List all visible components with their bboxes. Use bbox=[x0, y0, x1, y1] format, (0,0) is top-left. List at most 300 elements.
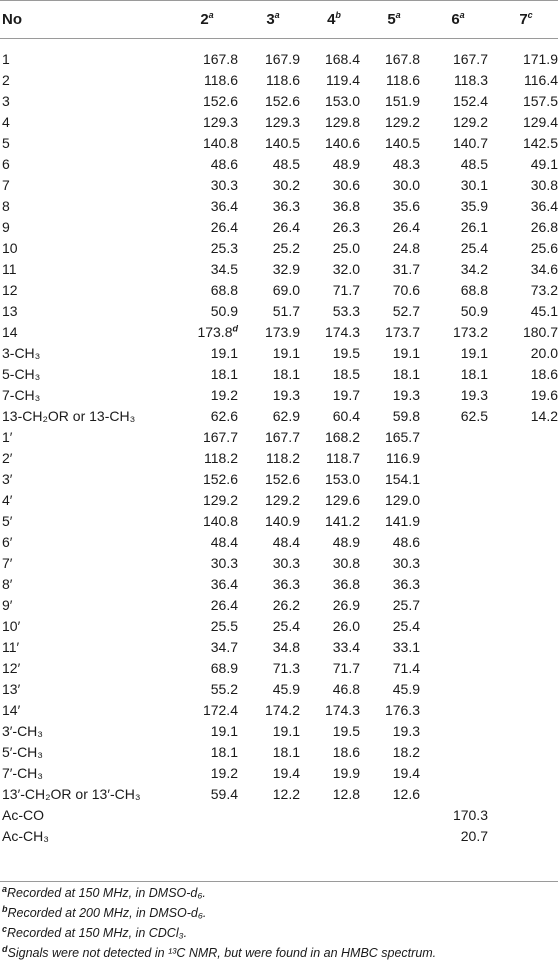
position-label: 5′ bbox=[2, 512, 13, 529]
table-row bbox=[0, 741, 558, 762]
shift-value: 168.4 bbox=[324, 50, 360, 67]
shift-value: 30.8 bbox=[332, 554, 360, 571]
shift-value: 25.5 bbox=[210, 617, 238, 634]
shift-value: 34.2 bbox=[460, 260, 488, 277]
shift-value bbox=[492, 510, 558, 531]
shift-value: 173.9 bbox=[264, 323, 300, 340]
shift-value bbox=[424, 426, 492, 447]
table-row bbox=[0, 237, 558, 258]
footnote-b: $^b$Recorded at 200 MHz, in DMSO-d₆. bbox=[2, 903, 207, 920]
shift-value: 129.2 bbox=[452, 113, 488, 130]
shift-value: 71.7 bbox=[332, 281, 360, 298]
shift-value: 19.6 bbox=[530, 386, 558, 403]
position-label: 7′-CH₃ bbox=[2, 764, 43, 781]
table-row bbox=[0, 216, 558, 237]
table-row bbox=[0, 804, 558, 825]
shift-value: 35.6 bbox=[392, 197, 420, 214]
shift-value bbox=[424, 468, 492, 489]
shift-value: 151.9 bbox=[384, 92, 420, 109]
shift-value: 25.4 bbox=[460, 239, 488, 256]
shift-value: 50.9 bbox=[460, 302, 488, 319]
shift-value: 19.1 bbox=[272, 344, 300, 361]
shift-value: 19.2 bbox=[210, 386, 238, 403]
shift-value: 59.8 bbox=[392, 407, 420, 424]
position-label: 3-CH₃ bbox=[2, 344, 41, 361]
table-row bbox=[0, 699, 558, 720]
shift-value bbox=[304, 825, 364, 846]
shift-value: 18.1 bbox=[272, 365, 300, 382]
shift-value: 173.2 bbox=[452, 323, 488, 340]
shift-value bbox=[424, 531, 492, 552]
shift-value: 26.4 bbox=[392, 218, 420, 235]
shift-value: 33.4 bbox=[332, 638, 360, 655]
shift-value: 68.8 bbox=[210, 281, 238, 298]
shift-value bbox=[424, 615, 492, 636]
table-row bbox=[0, 762, 558, 783]
shift-value bbox=[304, 804, 364, 825]
shift-value: 34.6 bbox=[530, 260, 558, 277]
position-label: 12′ bbox=[2, 659, 21, 676]
footnote-a: $^a$Recorded at 150 MHz, in DMSO-d₆. bbox=[2, 883, 206, 900]
shift-value: 19.5 bbox=[332, 722, 360, 739]
shift-value bbox=[492, 531, 558, 552]
shift-value: 19.1 bbox=[210, 722, 238, 739]
position-label: 5′-CH₃ bbox=[2, 743, 43, 760]
shift-value: 118.7 bbox=[326, 449, 360, 466]
shift-value: 118.2 bbox=[204, 449, 238, 466]
shift-value: 18.1 bbox=[460, 365, 488, 382]
header-compound: 3$^a$ bbox=[266, 9, 280, 28]
shift-value: 59.4 bbox=[210, 785, 238, 802]
shift-value: 36.8 bbox=[332, 575, 360, 592]
shift-value bbox=[492, 699, 558, 720]
shift-value: 140.5 bbox=[264, 134, 300, 151]
position-label: 13-CH₂OR or 13-CH₃ bbox=[2, 407, 136, 424]
table-row bbox=[0, 174, 558, 195]
shift-value: 33.1 bbox=[392, 638, 420, 655]
shift-value: 25.7 bbox=[392, 596, 420, 613]
shift-value: 19.1 bbox=[392, 344, 420, 361]
shift-value: 62.6 bbox=[210, 407, 238, 424]
shift-value: 68.8 bbox=[460, 281, 488, 298]
position-label: 9 bbox=[2, 218, 10, 235]
position-label: 7 bbox=[2, 176, 10, 193]
shift-value: 73.2 bbox=[530, 281, 558, 298]
shift-value bbox=[424, 741, 492, 762]
position-label: 2 bbox=[2, 71, 10, 88]
table-row bbox=[0, 38, 558, 69]
shift-value: 129.2 bbox=[384, 113, 420, 130]
header-compound: 6$^a$ bbox=[451, 9, 465, 28]
shift-value: 68.9 bbox=[210, 659, 238, 676]
table-row bbox=[0, 615, 558, 636]
shift-value: 26.0 bbox=[332, 617, 360, 634]
shift-value: 18.1 bbox=[392, 365, 420, 382]
shift-value: 26.4 bbox=[210, 218, 238, 235]
shift-value: 52.7 bbox=[392, 302, 420, 319]
shift-value: 19.3 bbox=[460, 386, 488, 403]
shift-value: 167.8 bbox=[384, 50, 420, 67]
table-row bbox=[0, 510, 558, 531]
header-compound: 7$^c$ bbox=[519, 9, 533, 28]
position-label: 14′ bbox=[2, 701, 21, 718]
shift-value: 140.5 bbox=[384, 134, 420, 151]
position-label: 11 bbox=[2, 260, 17, 277]
shift-value: 62.9 bbox=[272, 407, 300, 424]
shift-value: 118.6 bbox=[386, 71, 420, 88]
shift-value: 35.9 bbox=[460, 197, 488, 214]
shift-value: 19.3 bbox=[392, 386, 420, 403]
header-compound: 5$^a$ bbox=[387, 9, 401, 28]
shift-value: 32.0 bbox=[332, 260, 360, 277]
shift-value: 19.5 bbox=[332, 344, 360, 361]
shift-value: 140.9 bbox=[264, 512, 300, 529]
shift-value: 19.3 bbox=[392, 722, 420, 739]
shift-value bbox=[424, 510, 492, 531]
position-label: 8′ bbox=[2, 575, 13, 592]
shift-value bbox=[492, 783, 558, 804]
shift-value: 26.8 bbox=[530, 218, 558, 235]
shift-value: 154.1 bbox=[384, 470, 420, 487]
shift-value bbox=[492, 468, 558, 489]
shift-value: 36.3 bbox=[272, 575, 300, 592]
shift-value: 25.6 bbox=[530, 239, 558, 256]
shift-value: 129.6 bbox=[324, 491, 360, 508]
table-row bbox=[0, 573, 558, 594]
shift-value bbox=[424, 489, 492, 510]
shift-value: 53.3 bbox=[332, 302, 360, 319]
shift-value: 173.8$^d$ bbox=[197, 322, 238, 340]
shift-value: 116.4 bbox=[524, 71, 558, 88]
shift-value bbox=[172, 825, 242, 846]
shift-value: 129.4 bbox=[522, 113, 558, 130]
table-row bbox=[0, 279, 558, 300]
table-row bbox=[0, 678, 558, 699]
footnote-c: $^c$Recorded at 150 MHz, in CDCl₃. bbox=[2, 923, 188, 940]
shift-value: 25.4 bbox=[272, 617, 300, 634]
shift-value: 174.2 bbox=[264, 701, 300, 718]
shift-value: 140.8 bbox=[202, 134, 238, 151]
table-row bbox=[0, 132, 558, 153]
position-label: 1′ bbox=[2, 428, 13, 445]
shift-value: 153.0 bbox=[324, 470, 360, 487]
shift-value: 45.1 bbox=[530, 302, 558, 319]
shift-value: 48.6 bbox=[210, 155, 238, 172]
shift-value bbox=[424, 783, 492, 804]
table-row bbox=[0, 258, 558, 279]
shift-value: 36.3 bbox=[272, 197, 300, 214]
shift-value: 12.8 bbox=[332, 785, 360, 802]
shift-value: 36.3 bbox=[392, 575, 420, 592]
position-label: 14 bbox=[2, 323, 18, 340]
shift-value bbox=[424, 594, 492, 615]
shift-value: 25.0 bbox=[332, 239, 360, 256]
shift-value: 30.3 bbox=[210, 176, 238, 193]
shift-value: 71.7 bbox=[332, 659, 360, 676]
shift-value bbox=[492, 825, 558, 846]
shift-value bbox=[424, 636, 492, 657]
position-label: 1 bbox=[2, 50, 10, 67]
shift-value: 26.3 bbox=[332, 218, 360, 235]
shift-value bbox=[424, 678, 492, 699]
shift-value: 55.2 bbox=[210, 680, 238, 697]
shift-value: 129.0 bbox=[384, 491, 420, 508]
table-row bbox=[0, 384, 558, 405]
shift-value: 30.2 bbox=[272, 176, 300, 193]
shift-value: 168.2 bbox=[324, 428, 360, 445]
shift-value: 48.5 bbox=[272, 155, 300, 172]
position-label: 8 bbox=[2, 197, 10, 214]
shift-value: 36.8 bbox=[332, 197, 360, 214]
position-label: 3′-CH₃ bbox=[2, 722, 43, 739]
shift-value: 19.9 bbox=[332, 764, 360, 781]
shift-value: 118.6 bbox=[266, 71, 300, 88]
table-row bbox=[0, 447, 558, 468]
table-row bbox=[0, 153, 558, 174]
shift-value: 167.9 bbox=[264, 50, 300, 67]
position-label: 5 bbox=[2, 134, 10, 151]
shift-value: 14.2 bbox=[530, 407, 558, 424]
position-label: 7-CH₃ bbox=[2, 386, 41, 403]
shift-value: 12.6 bbox=[392, 785, 420, 802]
table-row bbox=[0, 111, 558, 132]
footnote-d: $^d$Signals were not detected in ¹³C NMR, but were found in an HMBC spectrum. bbox=[2, 943, 437, 960]
shift-value: 118.6 bbox=[204, 71, 238, 88]
shift-value: 45.9 bbox=[272, 680, 300, 697]
shift-value bbox=[364, 804, 424, 825]
shift-value bbox=[492, 804, 558, 825]
shift-value bbox=[492, 741, 558, 762]
shift-value: 26.9 bbox=[332, 596, 360, 613]
shift-value: 30.6 bbox=[332, 176, 360, 193]
table-row bbox=[0, 825, 558, 846]
table-row bbox=[0, 195, 558, 216]
shift-value bbox=[492, 636, 558, 657]
shift-value: 48.6 bbox=[392, 533, 420, 550]
shift-value: 18.1 bbox=[210, 743, 238, 760]
shift-value: 48.4 bbox=[272, 533, 300, 550]
shift-value: 18.6 bbox=[530, 365, 558, 382]
shift-value: 19.7 bbox=[332, 386, 360, 403]
shift-value: 152.4 bbox=[452, 92, 488, 109]
shift-value: 48.3 bbox=[392, 155, 420, 172]
shift-value: 129.3 bbox=[202, 113, 238, 130]
shift-value: 48.9 bbox=[332, 155, 360, 172]
position-label: 7′ bbox=[2, 554, 13, 571]
shift-value: 170.3 bbox=[452, 806, 488, 823]
position-label: 9′ bbox=[2, 596, 13, 613]
position-label: Ac-CH₃ bbox=[2, 827, 49, 844]
shift-value: 31.7 bbox=[392, 260, 420, 277]
shift-value: 153.0 bbox=[324, 92, 360, 109]
shift-value: 167.8 bbox=[202, 50, 238, 67]
footnote-marker: d bbox=[232, 322, 238, 333]
shift-value: 50.9 bbox=[210, 302, 238, 319]
shift-value: 141.9 bbox=[384, 512, 420, 529]
position-label: 12 bbox=[2, 281, 18, 298]
shift-value bbox=[492, 573, 558, 594]
shift-value: 34.5 bbox=[210, 260, 238, 277]
shift-value: 24.8 bbox=[392, 239, 420, 256]
shift-value bbox=[492, 762, 558, 783]
shift-value: 49.1 bbox=[530, 155, 558, 172]
shift-value: 142.5 bbox=[522, 134, 558, 151]
shift-value: 140.8 bbox=[202, 512, 238, 529]
shift-value: 19.4 bbox=[272, 764, 300, 781]
shift-value bbox=[492, 447, 558, 468]
position-label: 4′ bbox=[2, 491, 13, 508]
shift-value: 30.1 bbox=[460, 176, 488, 193]
shift-value: 18.5 bbox=[332, 365, 360, 382]
shift-value: 116.9 bbox=[386, 449, 420, 466]
shift-value: 118.2 bbox=[266, 449, 300, 466]
table-row bbox=[0, 300, 558, 321]
shift-value: 62.5 bbox=[460, 407, 488, 424]
shift-value: 69.0 bbox=[272, 281, 300, 298]
shift-value: 26.4 bbox=[210, 596, 238, 613]
position-label: 6′ bbox=[2, 533, 13, 550]
shift-value: 174.3 bbox=[324, 323, 360, 340]
shift-value: 19.1 bbox=[210, 344, 238, 361]
shift-value: 20.0 bbox=[530, 344, 558, 361]
shift-value: 36.4 bbox=[530, 197, 558, 214]
position-label: 3 bbox=[2, 92, 10, 109]
position-label: 10 bbox=[2, 239, 18, 256]
shift-value: 45.9 bbox=[392, 680, 420, 697]
table-row bbox=[0, 342, 558, 363]
header-compound: 2$^a$ bbox=[200, 9, 214, 28]
table-body bbox=[0, 38, 558, 846]
shift-value bbox=[492, 594, 558, 615]
shift-value: 141.2 bbox=[324, 512, 360, 529]
shift-value: 174.3 bbox=[324, 701, 360, 718]
shift-value bbox=[492, 552, 558, 573]
shift-value: 18.1 bbox=[210, 365, 238, 382]
shift-value: 171.9 bbox=[522, 50, 558, 67]
position-label: 3′ bbox=[2, 470, 13, 487]
shift-value: 30.0 bbox=[392, 176, 420, 193]
table-row bbox=[0, 321, 558, 342]
shift-value: 71.3 bbox=[272, 659, 300, 676]
shift-value: 152.6 bbox=[202, 470, 238, 487]
shift-value: 36.4 bbox=[210, 197, 238, 214]
shift-value: 34.8 bbox=[272, 638, 300, 655]
shift-value: 19.1 bbox=[460, 344, 488, 361]
shift-value: 26.4 bbox=[272, 218, 300, 235]
shift-value: 152.6 bbox=[264, 470, 300, 487]
shift-value: 70.6 bbox=[392, 281, 420, 298]
shift-value: 26.2 bbox=[272, 596, 300, 613]
shift-value bbox=[424, 720, 492, 741]
shift-value: 180.7 bbox=[522, 323, 558, 340]
shift-value: 25.2 bbox=[272, 239, 300, 256]
shift-value: 129.8 bbox=[324, 113, 360, 130]
table-row bbox=[0, 783, 558, 804]
shift-value: 167.7 bbox=[202, 428, 238, 445]
shift-value: 30.3 bbox=[392, 554, 420, 571]
shift-value: 30.3 bbox=[272, 554, 300, 571]
shift-value: 119.4 bbox=[326, 71, 360, 88]
shift-value: 173.7 bbox=[384, 323, 420, 340]
shift-value bbox=[492, 678, 558, 699]
shift-value: 19.4 bbox=[392, 764, 420, 781]
table-row bbox=[0, 363, 558, 384]
position-label: 10′ bbox=[2, 617, 21, 634]
position-label: 13 bbox=[2, 302, 18, 319]
shift-value: 129.2 bbox=[202, 491, 238, 508]
shift-value: 48.4 bbox=[210, 533, 238, 550]
shift-value: 140.7 bbox=[452, 134, 488, 151]
bottom-rule bbox=[0, 881, 558, 882]
shift-value: 157.5 bbox=[522, 92, 558, 109]
shift-value: 167.7 bbox=[264, 428, 300, 445]
position-label: 6 bbox=[2, 155, 10, 172]
shift-value bbox=[242, 825, 304, 846]
table-row bbox=[0, 69, 558, 90]
position-label: 13′-CH₂OR or 13′-CH₃ bbox=[2, 785, 141, 802]
table-row bbox=[0, 90, 558, 111]
shift-value: 118.3 bbox=[454, 71, 488, 88]
shift-value: 167.7 bbox=[452, 50, 488, 67]
shift-value: 129.2 bbox=[264, 491, 300, 508]
position-label: 13′ bbox=[2, 680, 21, 697]
position-label: 11′ bbox=[2, 638, 20, 655]
shift-value bbox=[492, 426, 558, 447]
shift-value bbox=[492, 615, 558, 636]
shift-value: 32.9 bbox=[272, 260, 300, 277]
table-row bbox=[0, 720, 558, 741]
shift-value bbox=[492, 657, 558, 678]
shift-value: 152.6 bbox=[264, 92, 300, 109]
shift-value: 20.7 bbox=[460, 827, 488, 844]
shift-value: 48.5 bbox=[460, 155, 488, 172]
table-row bbox=[0, 426, 558, 447]
table-row bbox=[0, 405, 558, 426]
shift-value: 12.2 bbox=[272, 785, 300, 802]
table-row bbox=[0, 489, 558, 510]
shift-value: 71.4 bbox=[392, 659, 420, 676]
shift-value: 36.4 bbox=[210, 575, 238, 592]
shift-value: 140.6 bbox=[324, 134, 360, 151]
table-row bbox=[0, 636, 558, 657]
table-row bbox=[0, 531, 558, 552]
shift-value: 46.8 bbox=[332, 680, 360, 697]
table-row bbox=[0, 552, 558, 573]
shift-value bbox=[492, 720, 558, 741]
shift-value: 60.4 bbox=[332, 407, 360, 424]
table-row bbox=[0, 657, 558, 678]
shift-value: 165.7 bbox=[384, 428, 420, 445]
header-no: No bbox=[2, 10, 22, 28]
shift-value: 51.7 bbox=[272, 302, 300, 319]
shift-value: 19.1 bbox=[272, 722, 300, 739]
shift-value bbox=[242, 804, 304, 825]
shift-value: 19.2 bbox=[210, 764, 238, 781]
shift-value bbox=[364, 825, 424, 846]
shift-value: 30.3 bbox=[210, 554, 238, 571]
shift-value bbox=[424, 657, 492, 678]
shift-value bbox=[424, 699, 492, 720]
shift-value: 18.2 bbox=[392, 743, 420, 760]
shift-value: 48.9 bbox=[332, 533, 360, 550]
header-compound: 4$^b$ bbox=[327, 9, 341, 28]
position-label: 2′ bbox=[2, 449, 13, 466]
shift-value bbox=[172, 804, 242, 825]
shift-value: 129.3 bbox=[264, 113, 300, 130]
position-label: 4 bbox=[2, 113, 10, 130]
shift-value: 30.8 bbox=[530, 176, 558, 193]
shift-value bbox=[424, 762, 492, 783]
